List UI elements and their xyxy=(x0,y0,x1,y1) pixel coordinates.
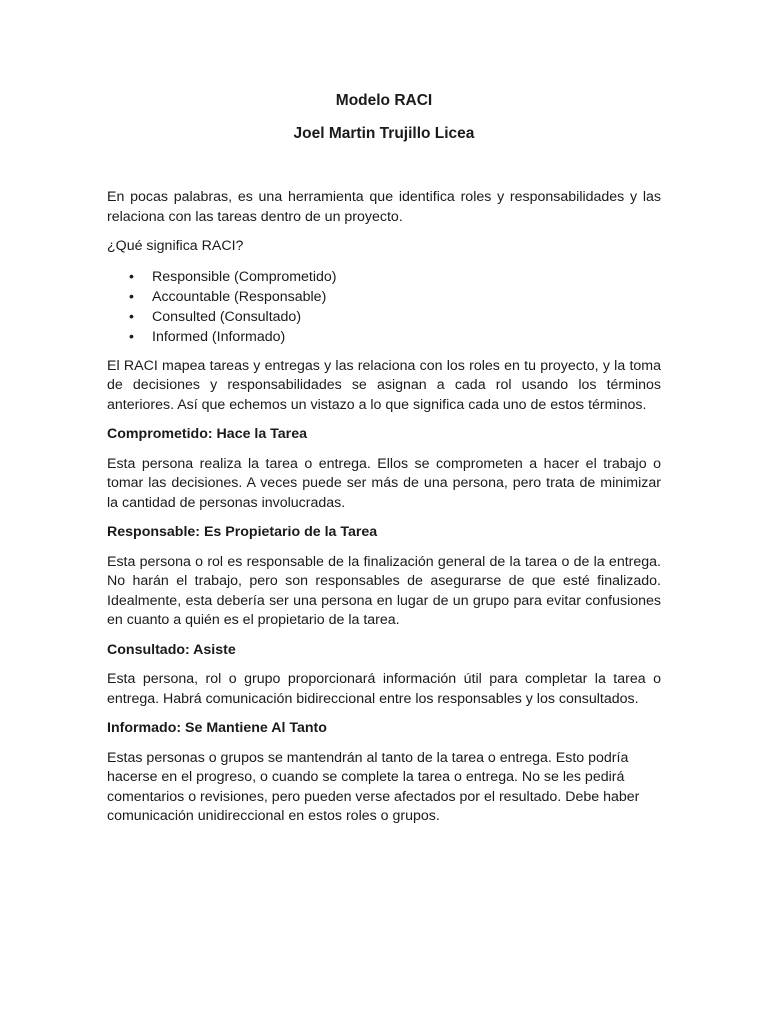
section-heading: Comprometido: Hace la Tarea xyxy=(107,426,307,442)
bullet-icon: • xyxy=(129,328,134,345)
list-item xyxy=(129,307,661,327)
section-paragraph: Esta persona o rol es responsable de la finalización general de la tarea o de la entrega. No harán el trabajo, pero son responsables de asegurarse de que esté finalizado. Idealmente, esta debería ser una persona en lugar de un grupo para evitar confusiones en cuanto a quién es el propietario de la tarea. xyxy=(107,553,661,628)
bullet-icon: • xyxy=(129,308,134,325)
list-item-text: Accountable (Responsable) xyxy=(152,288,327,305)
raci-list xyxy=(107,267,661,347)
section-paragraph: Esta persona, rol o grupo proporcionará información útil para completar la tarea o entrega. Habrá comunicación bidireccional entre los responsables y los consultados. xyxy=(107,671,661,707)
summary-paragraph: El RACI mapea tareas y entregas y las relaciona con los roles en tu proyecto, y la toma de decisiones y responsabilidades se asignan a cada rol usando los términos anteriores. Así que echemos un vistazo a lo que significa cada uno de estos términos. xyxy=(107,357,661,413)
section-heading: Consultado: Asiste xyxy=(107,641,236,658)
document-body xyxy=(107,188,661,837)
list-item-text: Informed (Informado) xyxy=(152,328,286,345)
list-item-text: Consulted (Consultado) xyxy=(152,308,302,325)
bullet-icon: • xyxy=(129,288,134,305)
bullet-icon: • xyxy=(129,268,134,285)
intro-paragraph: En pocas palabras, es una herramienta que identifica roles y responsabilidades y las relaciona con las tareas dentro de un proyecto. xyxy=(107,189,661,225)
question-paragraph: ¿Qué significa RACI? xyxy=(107,238,244,254)
section-paragraph: Estas personas o grupos se mantendrán al tanto de la tarea o entrega. Esto podría hacerse en el progreso, o cuando se complete la tarea o entrega. No se les pedirá comentarios o revisiones, pero pueden verse afectados por el resultado. Debe haber comunicación unidireccional en estos roles o grupos. xyxy=(107,749,640,824)
list-item xyxy=(129,267,661,287)
document-title: Modelo RACI xyxy=(335,92,433,109)
section-heading: Responsable: Es Propietario de la Tarea xyxy=(107,524,378,540)
document-author: Joel Martin Trujillo Licea xyxy=(293,125,475,142)
section-paragraph: Esta persona realiza la tarea o entrega. Ellos se comprometen a hacer el trabajo o tomar las decisiones. A veces puede ser más de una persona, pero trata de minimizar la cantidad de personas involucradas. xyxy=(107,455,661,511)
section-heading: Informado: Se Mantiene Al Tanto xyxy=(107,720,327,736)
list-item-text: Responsible (Comprometido) xyxy=(152,268,337,285)
list-item xyxy=(129,327,661,347)
list-item xyxy=(129,287,661,307)
